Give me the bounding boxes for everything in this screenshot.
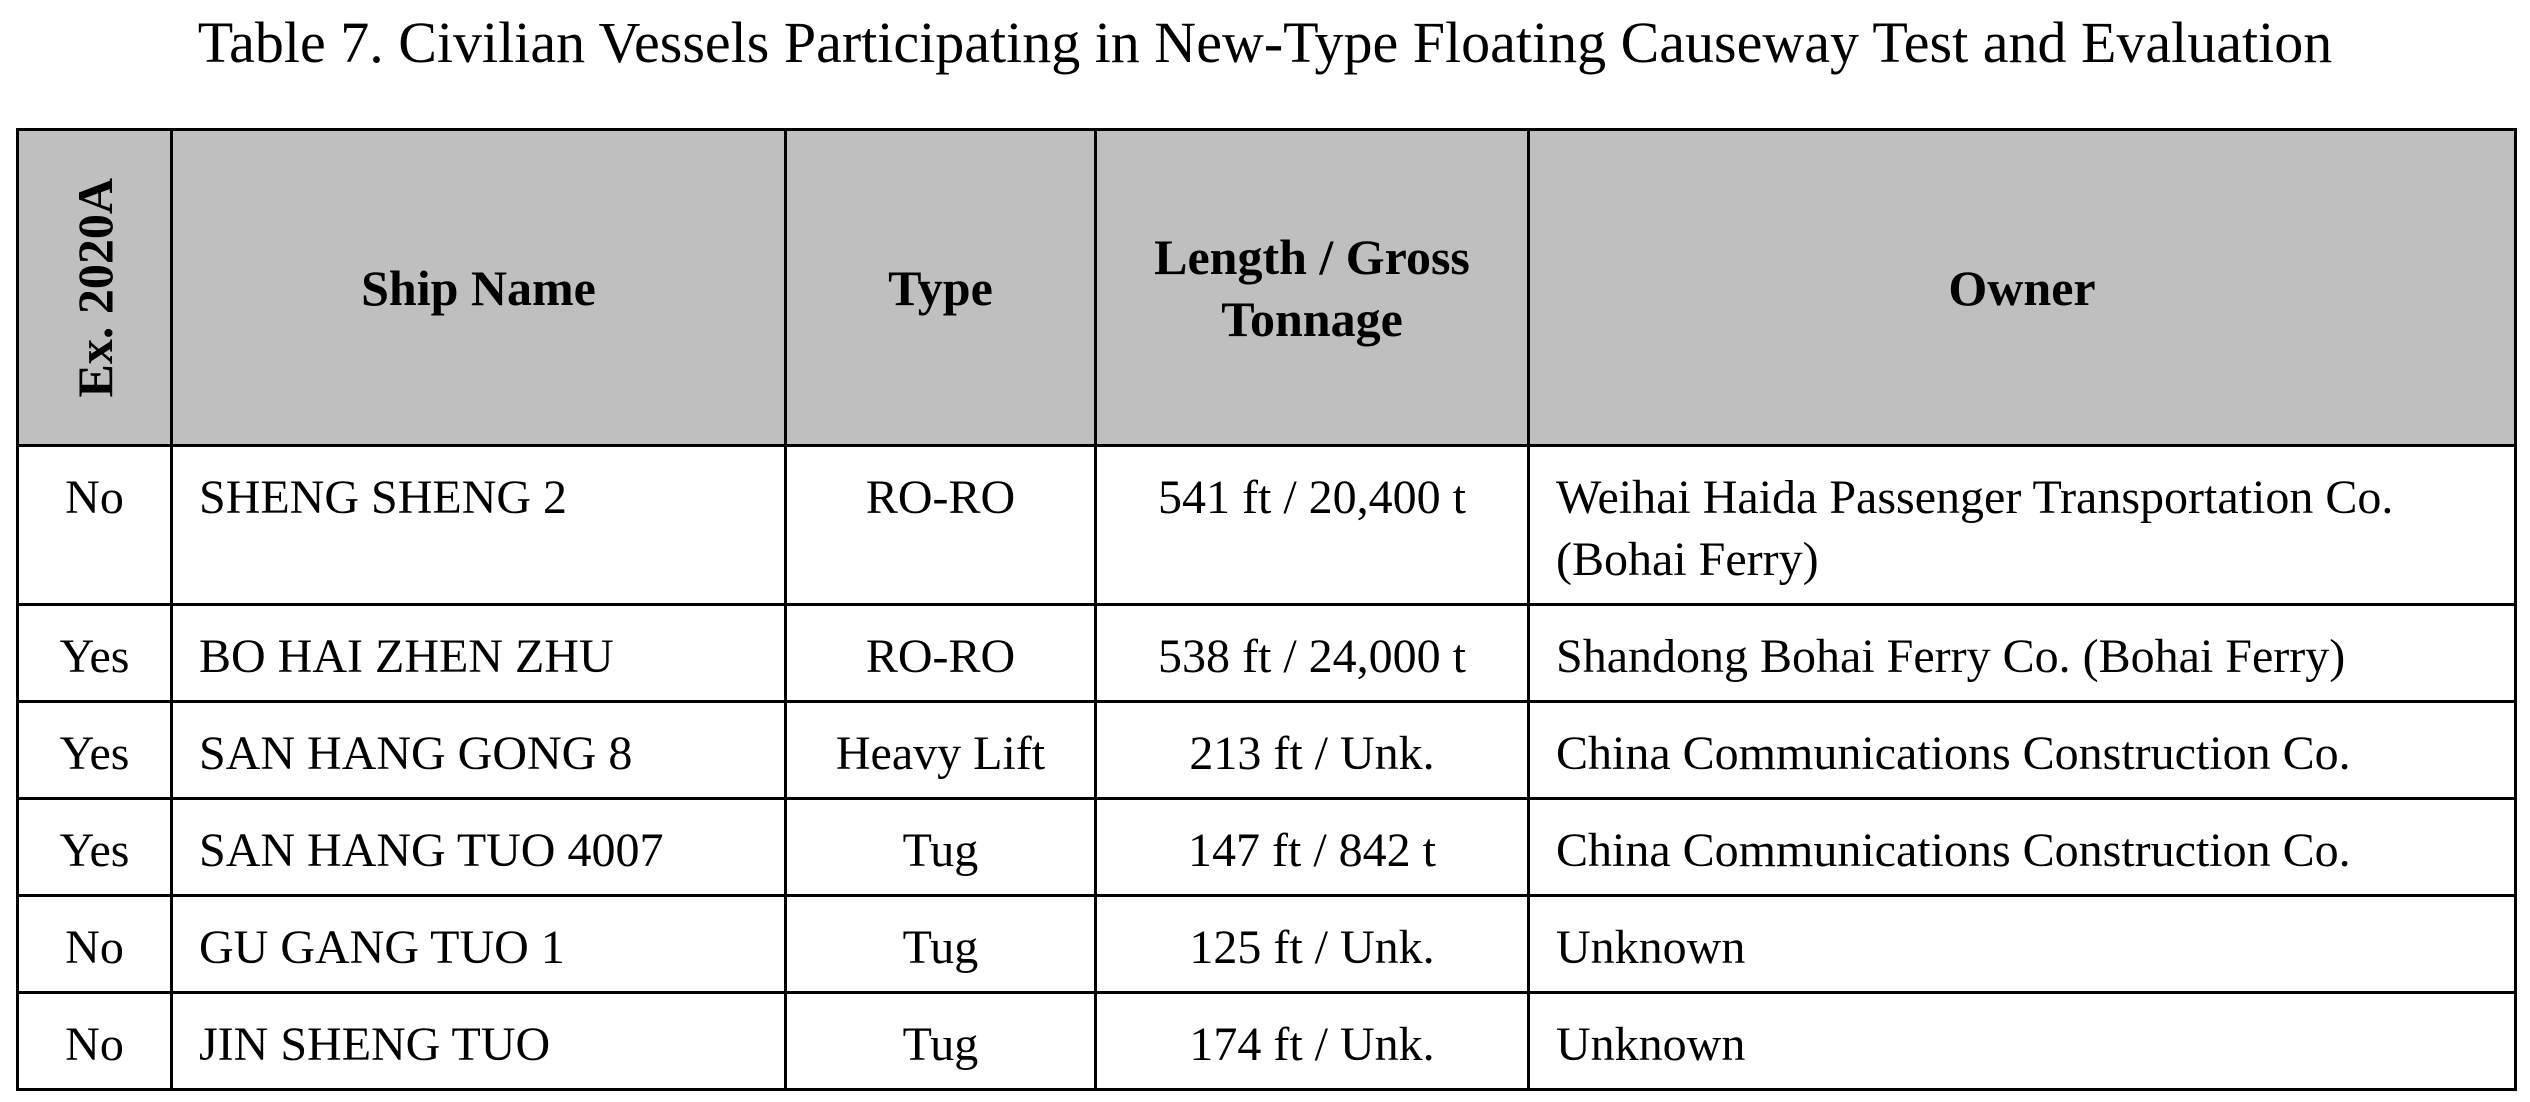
cell-owner: Unknown xyxy=(1529,993,2516,1090)
cell-exercise: Yes xyxy=(18,605,172,702)
cell-owner: Unknown xyxy=(1529,896,2516,993)
cell-owner: Shandong Bohai Ferry Co. (Bohai Ferry) xyxy=(1529,605,2516,702)
cell-type: Heavy Lift xyxy=(786,702,1096,799)
cell-type: Tug xyxy=(786,896,1096,993)
cell-owner: Weihai Haida Passenger Transportation Co. (Bohai Ferry) xyxy=(1529,446,2516,605)
cell-exercise: Yes xyxy=(18,799,172,896)
table-row xyxy=(18,446,2516,605)
header-length-tonnage: Length / Gross Tonnage xyxy=(1096,130,1529,446)
cell-owner: China Communications Construction Co. xyxy=(1529,702,2516,799)
cell-ship-name: SAN HANG TUO 4007 xyxy=(172,799,786,896)
cell-ship-name: JIN SHENG TUO xyxy=(172,993,786,1090)
cell-ship-name: BO HAI ZHEN ZHU xyxy=(172,605,786,702)
table-caption: Table 7. Civilian Vessels Participating in New-Type Floating Causeway Test and Evaluation xyxy=(197,10,2333,75)
cell-type: RO-RO xyxy=(786,446,1096,605)
cell-length-tonnage: 147 ft / 842 t xyxy=(1096,799,1529,896)
table-row xyxy=(18,799,2516,896)
cell-type: RO-RO xyxy=(786,605,1096,702)
cell-exercise: Yes xyxy=(18,702,172,799)
header-row xyxy=(18,130,2516,446)
table-body xyxy=(18,446,2516,1090)
cell-exercise: No xyxy=(18,446,172,605)
table-row xyxy=(18,896,2516,993)
cell-length-tonnage: 538 ft / 24,000 t xyxy=(1096,605,1529,702)
table-row xyxy=(18,605,2516,702)
cell-ship-name: SAN HANG GONG 8 xyxy=(172,702,786,799)
cell-owner: China Communications Construction Co. xyxy=(1529,799,2516,896)
header-exercise xyxy=(18,130,172,446)
cell-ship-name: GU GANG TUO 1 xyxy=(172,896,786,993)
header-owner: Owner xyxy=(1529,130,2516,446)
table-row xyxy=(18,702,2516,799)
cell-length-tonnage: 174 ft / Unk. xyxy=(1096,993,1529,1090)
vessels-table xyxy=(16,128,2517,1091)
cell-length-tonnage: 541 ft / 20,400 t xyxy=(1096,446,1529,605)
header-exercise-label: Ex. 2020A xyxy=(66,177,123,398)
table-header xyxy=(18,130,2516,446)
cell-ship-name: SHENG SHENG 2 xyxy=(172,446,786,605)
table-row xyxy=(18,993,2516,1090)
cell-exercise: No xyxy=(18,896,172,993)
cell-type: Tug xyxy=(786,799,1096,896)
cell-length-tonnage: 213 ft / Unk. xyxy=(1096,702,1529,799)
header-ship-name: Ship Name xyxy=(172,130,786,446)
cell-length-tonnage: 125 ft / Unk. xyxy=(1096,896,1529,993)
cell-exercise: No xyxy=(18,993,172,1090)
cell-type: Tug xyxy=(786,993,1096,1090)
header-type: Type xyxy=(786,130,1096,446)
